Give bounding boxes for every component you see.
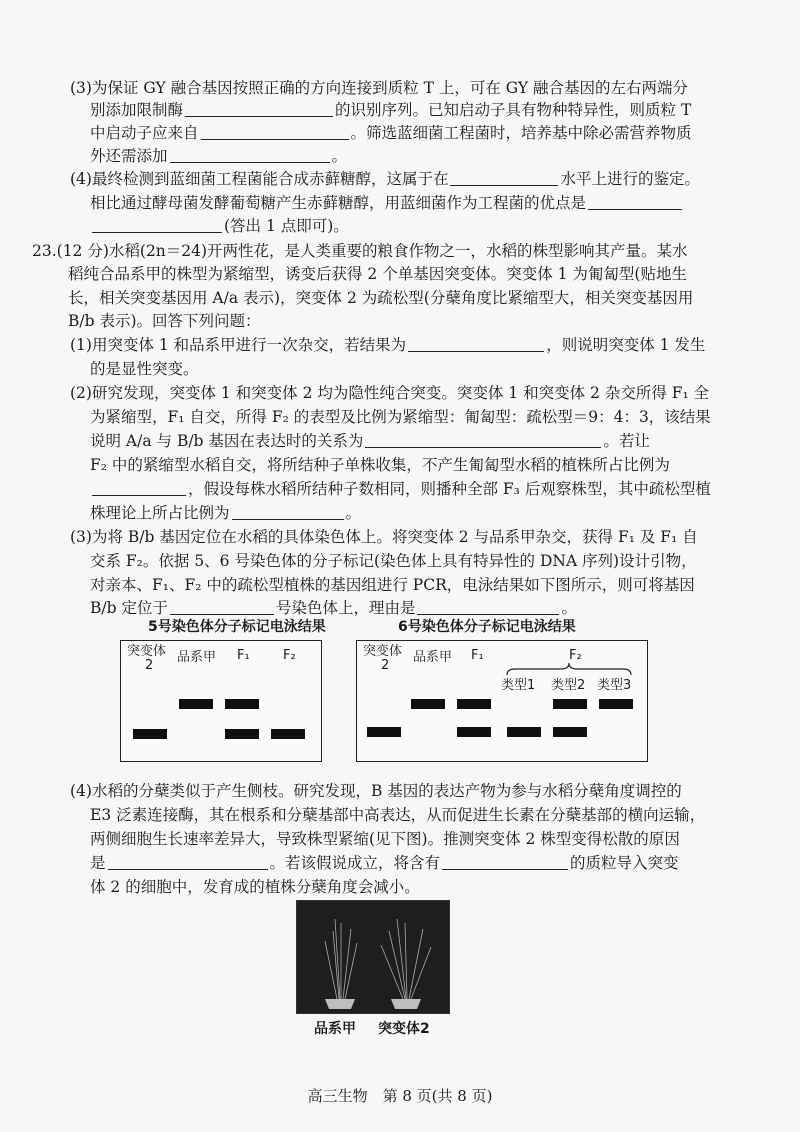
q-text-line: 外还需添加 。 [90, 147, 348, 165]
q-text-line: 株理论上所占比例为 。 [90, 504, 362, 522]
gel5-lane-label: 突变体 [127, 644, 167, 659]
answer-blank[interactable] [108, 853, 268, 870]
answer-blank[interactable] [442, 853, 568, 870]
q-text-line: 中启动子应来自 。筛选蓝细菌工程菌时，培养基中除必需营养物质 [90, 124, 692, 142]
answer-blank[interactable] [185, 100, 333, 117]
q-text-line: B/b 表示)。回答下列问题： [68, 312, 261, 330]
q-text-line: (3)为保证 GY 融合基因按照正确的方向连接到质粒 T 上，可在 GY 融合基因的左右两端分 [70, 79, 689, 97]
q-text-line: ，假设每株水稻所结种子数相同，则播种全部 F₃ 后观察株型，其中疏松型植 [0, 478, 800, 500]
gel6-lane-label: 类型2 [551, 678, 586, 693]
q-text-line: 23.(12 分)水稻(2n＝24)开两性花，是人类重要的粮食作物之一，水稻的株型影响其产量。某水 [32, 242, 688, 260]
q-text-line: 为紧缩型，F₁ 自交，所得 F₂ 的表型及比例为紧缩型：匍匐型：疏松型＝9：4：3，该结果 [90, 408, 711, 426]
gel6-lane-label: 2 [381, 658, 390, 673]
gel-band [271, 729, 305, 739]
answer-blank[interactable] [365, 431, 601, 448]
answer-blank[interactable] [232, 503, 344, 520]
gel5-title: 5号染色体分子标记电泳结果 [148, 619, 326, 635]
q-text-line: 交系 F₂。依据 5、6 号染色体的分子标记(染色体上具有特异性的 DNA 序列)设计引物， [90, 552, 697, 570]
answer-blank[interactable] [588, 193, 682, 210]
gel-band [367, 727, 401, 737]
photo-caption: 品系甲 [314, 1021, 356, 1037]
q-text-line: E3 泛素连接酶，其在根系和分蘖基部中高表达，从而促进生长素在分蘖基部的横向运输， [90, 806, 706, 824]
q-text-line: 别添加限制酶 的识别序列。已知启动子具有物种特异性，则质粒 T [90, 101, 692, 119]
gel-band [507, 727, 541, 737]
answer-blank[interactable] [201, 123, 349, 140]
q-text-line: 稻纯合品系甲的株型为紧缩型，诱变后获得 2 个单基因突变体。突变体 1 为匍匐型(贴地生 [68, 265, 687, 283]
page-footer: 高三生物 第 8 页(共 8 页) [307, 1087, 493, 1105]
answer-blank[interactable] [408, 335, 544, 352]
gel5-lane-label: F₂ [283, 648, 296, 663]
gel-band [225, 729, 259, 739]
answer-blank[interactable] [92, 479, 186, 496]
answer-blank[interactable] [170, 146, 330, 163]
answer-blank[interactable] [170, 598, 274, 615]
q-text-line: 对亲本、F₁、F₂ 中的疏松型植株的基因组进行 PCR，电泳结果如下图所示，则可将基因 [90, 576, 695, 594]
gel6-lane-label: F₁ [471, 648, 484, 663]
q-text-line: (4)最终检测到蓝细菌工程菌能合成赤藓糖醇，这属于在 水平上进行的鉴定。 [70, 170, 700, 188]
q-text-line: F₂ 中的紧缩型水稻自交，将所结种子单株收集，不产生匍匐型水稻的植株所占比例为 [90, 456, 670, 474]
q-text-line: 说明 A/a 与 B/b 基因在表达时的关系为 。若让 [90, 432, 650, 450]
gel6-lane-label: 品系甲 [413, 650, 453, 665]
f2-bracket [505, 661, 633, 677]
gel6-lane-label: 突变体 [363, 644, 403, 659]
photo-caption: 突变体2 [378, 1021, 430, 1037]
gel6-title: 6号染色体分子标记电泳结果 [398, 619, 576, 635]
q-text-line: 长，相关突变基因用 A/a 表示)，突变体 2 为疏松型(分蘖角度比紧缩型大，相关突变基因用 [68, 289, 694, 307]
gel-band [225, 699, 259, 709]
gel-band [133, 729, 167, 739]
rice-plants-photo [296, 900, 450, 1014]
q-text-line: (1)用突变体 1 和品系甲进行一次杂交，若结果为 ，则说明突变体 1 发生 [70, 336, 706, 354]
answer-blank[interactable] [92, 216, 222, 233]
gel6-lane-label: 类型3 [597, 678, 632, 693]
gel-band [553, 699, 587, 709]
answer-blank[interactable] [450, 169, 558, 186]
q-text-line: 相比通过酵母菌发酵葡萄糖产生赤藓糖醇，用蓝细菌作为工程菌的优点是 [0, 192, 800, 214]
q-text-line: B/b 定位于 号染色体上，理由是 。 [90, 599, 577, 617]
q-text-line: 体 2 的细胞中，发育成的植株分蘖角度会减小。 [90, 878, 420, 896]
gel-band [599, 699, 633, 709]
gel-band [179, 699, 213, 709]
gel-band [457, 699, 491, 709]
q-text-line: 的是显性突变。 [90, 360, 199, 378]
gel-band [457, 727, 491, 737]
gel5-lane-label: F₁ [237, 648, 250, 663]
q-text-line: 两侧细胞生长速率差异大，导致株型紧缩(见下图)。推测突变体 2 株型变得松散的原因 [90, 830, 680, 848]
gel5-lane-label: 品系甲 [177, 650, 217, 665]
gel6-lane-label: F₂ [569, 648, 582, 663]
rice-plants-illustration [297, 901, 449, 1013]
q-text-line: (4)水稻的分蘖类似于产生侧枝。研究发现，B 基因的表达产物为参与水稻分蘖角度调控的 [70, 782, 682, 800]
gel5-panel [120, 640, 322, 762]
answer-blank[interactable] [417, 598, 559, 615]
q-text-line: (3)为将 B/b 基因定位在水稻的具体染色体上。将突变体 2 与品系甲杂交，获得 F₁ 及 F₁ 自 [70, 528, 698, 546]
gel5-lane-label: 2 [145, 658, 154, 673]
gel6-lane-label: 类型1 [501, 678, 536, 693]
q-text-line: 是 。若该假说成立，将含有 的质粒导入突变 [90, 854, 679, 872]
gel-band [553, 727, 587, 737]
gel6-panel [356, 640, 648, 762]
gel-band [411, 699, 445, 709]
q-text-line: (2)研究发现，突变体 1 和突变体 2 均为隐性纯合突变。突变体 1 和突变体 2 杂交所得 F₁ 全 [70, 384, 710, 402]
q-text-line: (答出 1 点即可)。 [0, 215, 800, 237]
